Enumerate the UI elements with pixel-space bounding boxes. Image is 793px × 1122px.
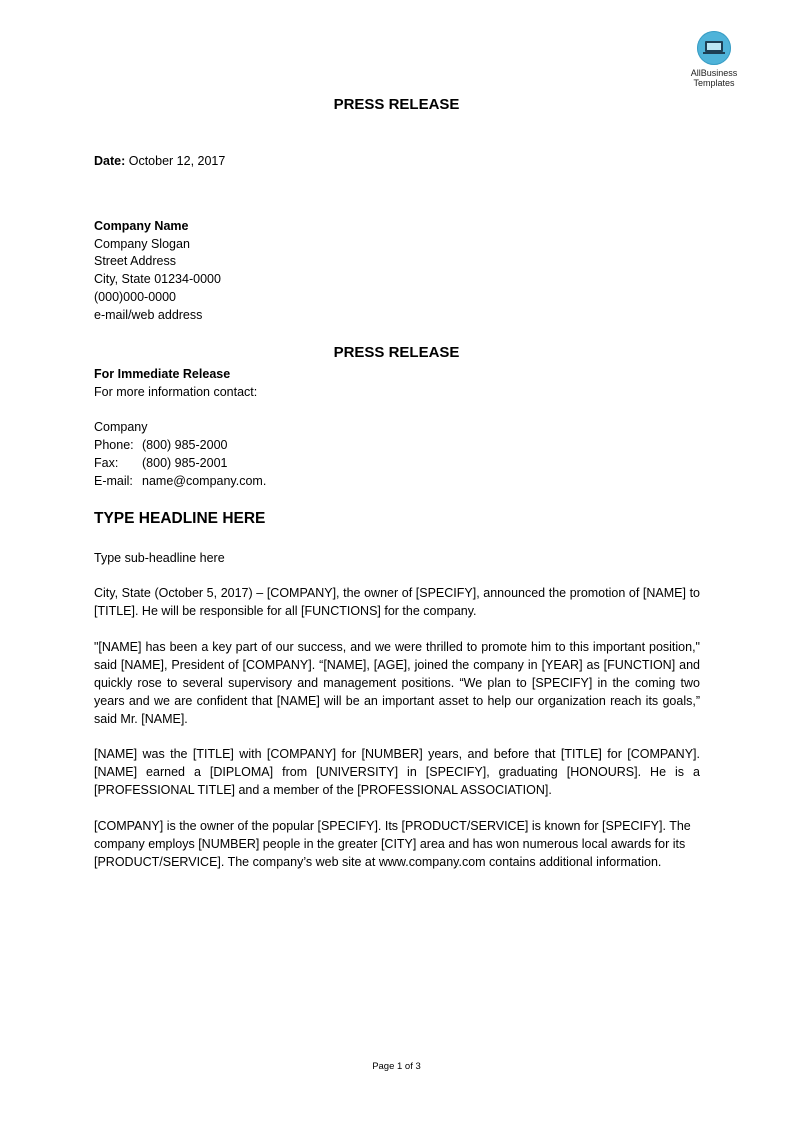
date-label: Date: <box>94 154 126 168</box>
email-value: name@company.com. <box>142 474 267 488</box>
company-phone: (000)000-0000 <box>94 290 177 304</box>
company-name: Company Name <box>94 219 189 233</box>
headline: TYPE HEADLINE HERE <box>94 510 266 527</box>
contact-intro: For more information contact: <box>94 385 258 399</box>
phone-label: Phone: <box>94 438 134 452</box>
allbusiness-logo[interactable] <box>682 31 746 88</box>
section-title: PRESS RELEASE <box>333 344 460 361</box>
paragraph-3: [NAME] was the [TITLE] with [COMPANY] for [NUMBER] years, and before that [TITLE] for [COMPANY]. [NAME] earned a [DIPLOMA] from [UNIVERSITY] in [SPECIFY], graduating [HONOURS]. He is a [PROFESSIONAL TITLE] and a member of the [PROFESSIONAL ASSOCIATION]. <box>94 747 700 797</box>
logo-text: AllBusiness Templates <box>690 68 738 88</box>
company-slogan: Company Slogan <box>94 237 190 251</box>
page-title: PRESS RELEASE <box>333 96 460 113</box>
date-line <box>94 152 225 170</box>
page-number: Page 1 of 3 <box>372 1061 421 1072</box>
paragraph-2: "[NAME] has been a key part of our success, and we were thrilled to promote him to this important position," said [NAME], President of [COMPANY]. “[NAME], [AGE], joined the company in [YEAR] as [FUNCTION] and quickly rose to several supervisory and management positions. “We plan to [SPECIFY] in the coming two years and we are confident that [NAME] will be an important asset to help our organization reach its goals,” said Mr. [NAME]. <box>94 640 700 726</box>
contact-fax <box>94 454 227 472</box>
subheadline: Type sub-headline here <box>94 551 225 565</box>
date-value: October 12, 2017 <box>125 154 226 168</box>
fax-value: (800) 985-2001 <box>142 456 228 470</box>
contact-email <box>94 472 266 490</box>
paragraph-1: City, State (October 5, 2017) – [COMPANY], the owner of [SPECIFY], announced the promotion of [NAME] to [TITLE]. He will be responsible for all [FUNCTIONS] for the company. <box>94 586 700 618</box>
email-web: e-mail/web address <box>94 308 203 322</box>
street-address: Street Address <box>94 254 176 268</box>
contact-company: Company <box>94 420 148 434</box>
paragraph-4: [COMPANY] is the owner of the popular [SPECIFY]. Its [PRODUCT/SERVICE] is known for [SPECIFY]. The company employs [NUMBER] people in the greater [CITY] area and has won numerous local awards for its [PRODUCT/SERVICE]. The company’s web site at www.company.com contains additional information. <box>94 819 691 869</box>
fax-label: Fax: <box>94 456 119 470</box>
immediate-release: For Immediate Release <box>94 367 231 381</box>
city-state: City, State 01234-0000 <box>94 272 221 286</box>
email-label: E-mail: <box>94 474 133 488</box>
laptop-icon <box>697 31 731 65</box>
phone-value: (800) 985-2000 <box>142 438 228 452</box>
contact-phone <box>94 436 227 454</box>
